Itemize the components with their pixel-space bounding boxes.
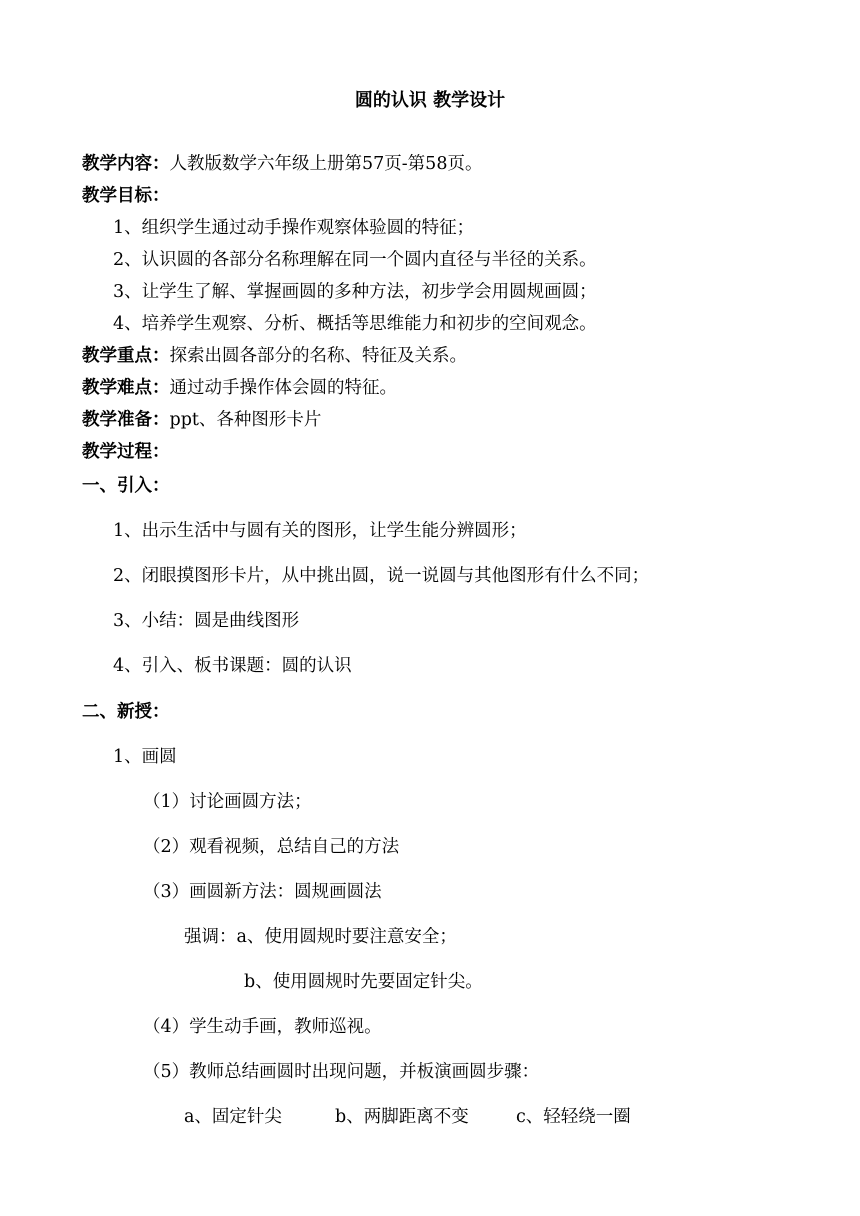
preparation: [82, 408, 321, 432]
preparation-label: 教学准备：: [82, 410, 170, 430]
objective-item: 3、让学生了解、掌握画圆的多种方法，初步学会用圆规画圆；: [113, 282, 597, 302]
difficulty-text: 通过动手操作体会圆的特征。: [169, 378, 397, 398]
emphasis-b: b、使用圆规时先要固定针尖。: [244, 972, 483, 992]
section1-item: 1、出示生活中与圆有关的图形，让学生能分辨圆形；: [113, 521, 527, 541]
objectives-label: 教学目标：: [82, 186, 170, 206]
section1-item: 2、闭眼摸图形卡片，从中挑出圆，说一说圆与其他图形有什么不同；: [113, 566, 650, 586]
document-title: 圆的认识 教学设计: [354, 90, 506, 111]
section2-step: （5）教师总结画圆时出现问题，并板演画圆步骤：: [143, 1062, 540, 1082]
difficulty-label: 教学难点：: [82, 378, 170, 398]
objective-item: 2、认识圆的各部分名称理解在同一个圆内直径与半径的关系。: [113, 250, 597, 270]
section2-step: （1）讨论画圆方法；: [143, 792, 312, 812]
difficulty: [82, 376, 397, 400]
section2-step: （3）画圆新方法：圆规画圆法: [143, 882, 382, 902]
section2-step: （2）观看视频，总结自己的方法: [143, 837, 400, 857]
teaching-content-text: 人教版数学六年级上册第57页-第58页。: [169, 154, 483, 174]
teaching-content-label: 教学内容：: [82, 154, 170, 174]
section1-item: 3、小结：圆是曲线图形: [113, 611, 300, 631]
objective-item: 4、培养学生观察、分析、概括等思维能力和初步的空间观念。: [113, 314, 597, 334]
process-label: 教学过程：: [82, 442, 170, 462]
draw-step: a、固定针尖: [184, 1107, 282, 1127]
section2-step: （4）学生动手画，教师巡视。: [143, 1017, 382, 1037]
preparation-text: ppt、各种图形卡片: [169, 410, 322, 430]
section2-heading: 二、新授：: [82, 702, 170, 722]
draw-step: b、两脚距离不变: [335, 1107, 469, 1127]
draw-step: c、轻轻绕一圈: [516, 1107, 631, 1127]
objective-item: 1、组织学生通过动手操作观察体验圆的特征；: [113, 218, 475, 238]
key-point-label: 教学重点：: [82, 346, 170, 366]
key-point: [82, 344, 467, 368]
key-point-text: 探索出圆各部分的名称、特征及关系。: [169, 346, 467, 366]
emphasis-a: 强调：a、使用圆规时要注意安全；: [184, 927, 457, 947]
section2-subheading: 1、画圆: [113, 747, 177, 767]
teaching-content: [82, 152, 482, 176]
section1-heading: 一、引入：: [82, 476, 170, 496]
section1-item: 4、引入、板书课题：圆的认识: [113, 656, 352, 676]
